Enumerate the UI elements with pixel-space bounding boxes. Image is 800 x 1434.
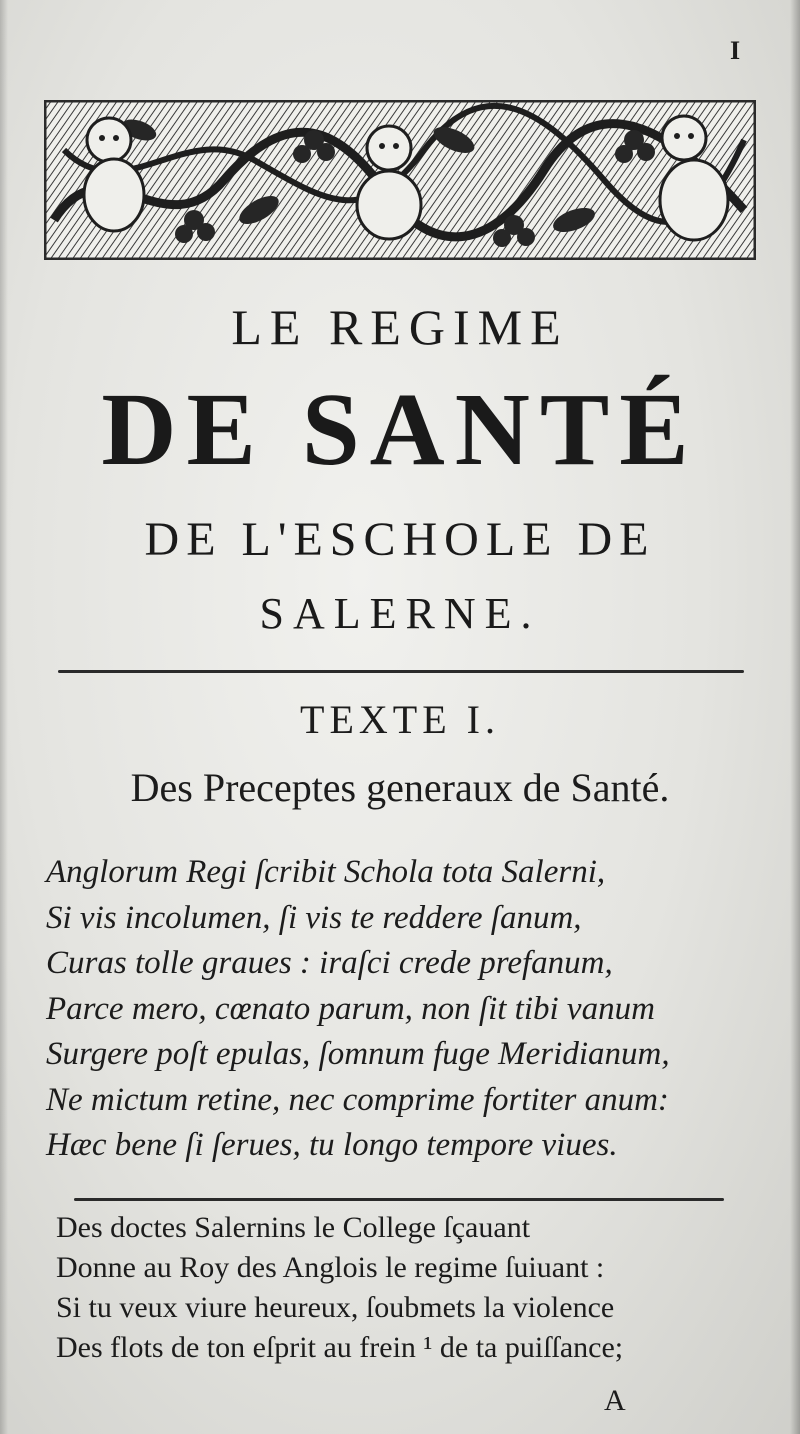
divider-rule <box>74 1198 724 1201</box>
french-line: Si tu veux viure heureux, ſoubmets la violence <box>56 1291 615 1324</box>
french-verse <box>56 1208 746 1368</box>
latin-verse <box>46 850 736 1169</box>
latin-line: Si vis incolumen, ſi vis te reddere ſanum, <box>46 899 582 936</box>
divider-rule <box>58 670 744 673</box>
title-line-3: DE L'ESCHOLE DE <box>144 513 656 566</box>
latin-line: Hæc bene ſi ſerues, tu longo tempore viues. <box>46 1127 618 1163</box>
french-line: Des doctes Salernins le College ſçauant <box>56 1211 531 1244</box>
latin-line: Ne mictum retine, nec comprime fortiter anum: <box>46 1081 669 1118</box>
section-subtitle: Des Preceptes generaux de Santé. <box>130 765 670 810</box>
latin-line: Surgere poſt epulas, ſomnum fuge Meridianum, <box>46 1036 670 1072</box>
french-line: Des flots de ton eſprit au frein ¹ de ta puiſſance; <box>56 1331 624 1364</box>
title-line-2: DE SANTÉ <box>101 372 699 487</box>
section-heading: TEXTE I. <box>300 697 500 742</box>
french-line: Donne au Roy des Anglois le regime ſuiuant : <box>56 1251 605 1284</box>
latin-line: Curas tolle graues : iraſci crede prefanum, <box>46 945 613 981</box>
title-line-1: LE REGIME <box>231 299 569 355</box>
title-line-4: SALERNE. <box>259 589 541 638</box>
latin-line: Parce mero, cœnato parum, non ſit tibi vanum <box>46 990 655 1027</box>
signature-mark: A <box>604 1384 626 1417</box>
latin-line: Anglorum Regi ſcribit Schola tota Salerni, <box>46 854 606 890</box>
page-number: I <box>730 36 741 65</box>
vine-cherub-headpiece-icon <box>44 100 756 260</box>
